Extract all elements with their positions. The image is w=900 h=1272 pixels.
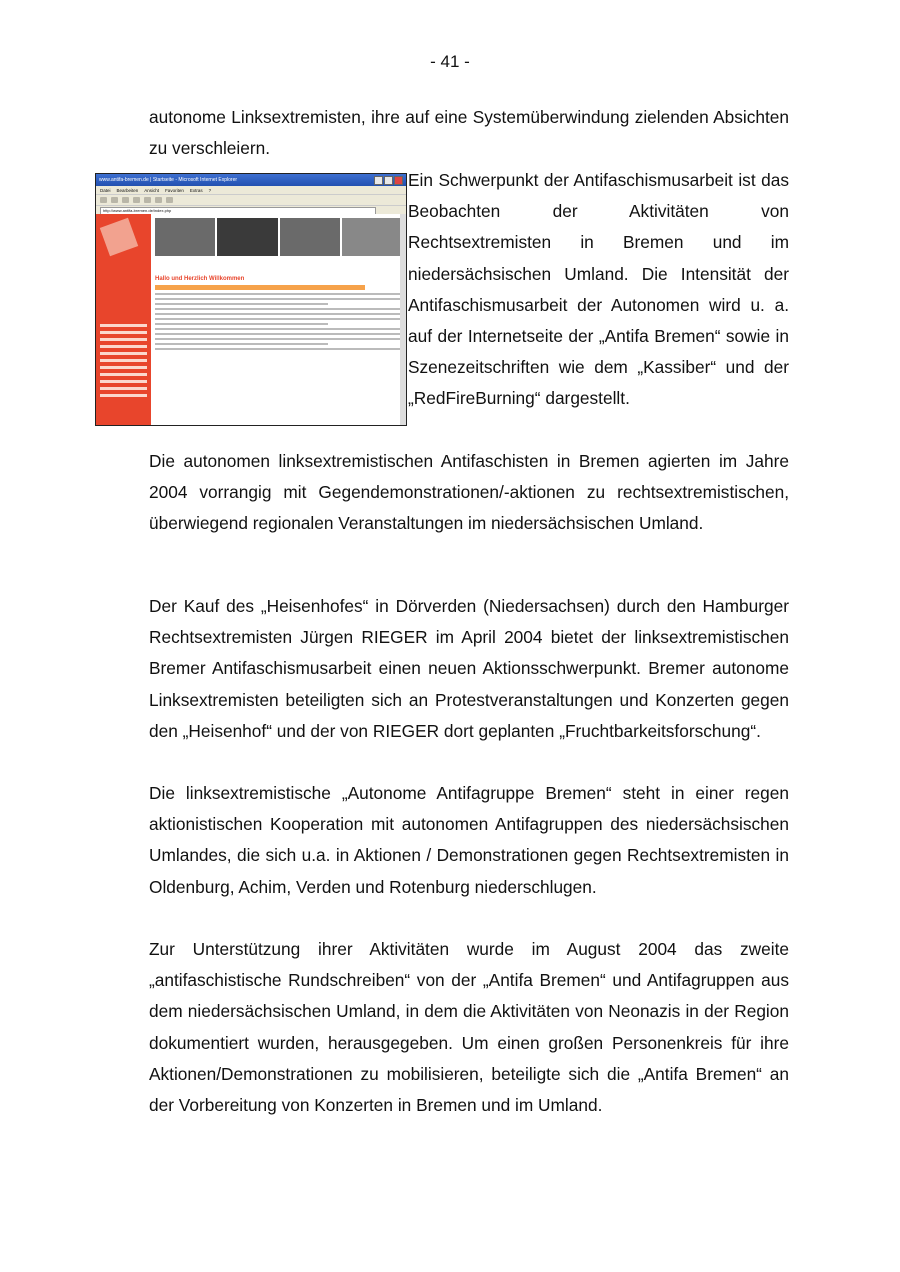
toolbar [96, 194, 406, 205]
page-number: - 41 - [430, 52, 470, 71]
window-controls [374, 176, 403, 185]
menu-item: ? [208, 187, 212, 193]
home-icon [144, 197, 151, 203]
menu-item: Bearbeiten [116, 187, 139, 193]
refresh-icon [133, 197, 140, 203]
embedded-screenshot [95, 173, 407, 426]
site-logo [100, 218, 138, 256]
window-title: www.antifa-bremen.de | Startseite - Microsoft Internet Explorer [99, 177, 238, 183]
site-main [151, 214, 406, 425]
minimize-icon [374, 176, 383, 185]
paragraph-1: autonome Linksextremisten, ihre auf eine Systemüberwindung zielenden Absichten zu verschleiern. [149, 107, 789, 159]
page-content [96, 214, 406, 425]
paragraph-6: Zur Unterstützung ihrer Aktivitäten wurde im August 2004 das zweite „antifaschistische Rundschreiben“ von der „Antifa Bremen“ und Antifagruppen aus dem niedersächsischen Umland, in dem die Aktivitäten von Neonazis in der Region dokumentiert wurden, herausgegeben. Um einen großen Personenkreis für ihre Aktionen/Demonstrationen zu mobilisieren, beteiligte sich die „Antifa Bremen“ an der Vorbereitung von Konzerten in Bremen und im Umland. [149, 939, 789, 1116]
search-icon [155, 197, 162, 203]
maximize-icon [384, 176, 393, 185]
paragraph-3: Die autonomen linksextremistischen Antifaschisten in Bremen agierten im Jahre 2004 vorrangig mit Gegendemonstrationen/-aktionen zu rechtsextremistischen, überwiegend regionalen Veranstaltungen im niedersächsischen Umland. [149, 451, 789, 534]
paragraph-2: Ein Schwerpunkt der Antifaschismusarbeit ist das Beobachten der Aktivitäten von Rechtsextremisten in Bremen und im niedersächsischen Umland. Die Intensität der Antifaschismusarbeit der Autonomen wird u. a. auf der Internetseite der „Antifa Bremen“ sowie in Szenezeitschriften wie dem „Kassiber“ und der „RedFireBurning“ dargestellt. [408, 170, 789, 409]
paragraph-5: Die linksextremistische „Autonome Antifagruppe Bremen“ steht in einer regen aktionistischen Kooperation mit autonomen Antifagruppen des niedersächsischen Umlandes, die sich u.a. in Aktionen / Demonstrationen gegen Rechtsextremisten in Oldenburg, Achim, Verden und Rotenburg niederschlugen. [149, 783, 789, 897]
address-field: http://www.antifa-bremen.de/index.php [100, 207, 376, 215]
menu-item: Favoriten [165, 187, 184, 193]
paragraph-4: Der Kauf des „Heisenhofes“ in Dörverden (Niedersachsen) durch den Hamburger Rechtsextremisten Jürgen RIEGER im April 2004 bietet der linksextremistischen Bremer Antifaschismusarbeit einen neuen Aktionsschwerpunkt. Bremer autonome Linksextremisten beteiligten sich an Protestveranstaltungen und Konzerten gegen den „Heisenhof“ und der von RIEGER dort geplanten „Fruchtbarkeitsforschung“. [149, 596, 789, 741]
favorites-icon [166, 197, 173, 203]
stop-icon [122, 197, 129, 203]
highlight-bar [155, 285, 365, 290]
back-icon [100, 197, 107, 203]
menu-item: Extras [189, 187, 203, 193]
menubar [96, 186, 406, 194]
photo-banner [155, 218, 402, 256]
scrollbar [400, 214, 406, 425]
welcome-heading: Hallo und Herzlich Willkommen [155, 276, 245, 282]
forward-icon [111, 197, 118, 203]
close-icon [394, 176, 403, 185]
site-nav [100, 324, 147, 401]
window-titlebar [96, 174, 406, 186]
menu-item: Ansicht [144, 187, 160, 193]
site-sidebar [96, 214, 151, 425]
menu-item: Datei [100, 187, 111, 193]
